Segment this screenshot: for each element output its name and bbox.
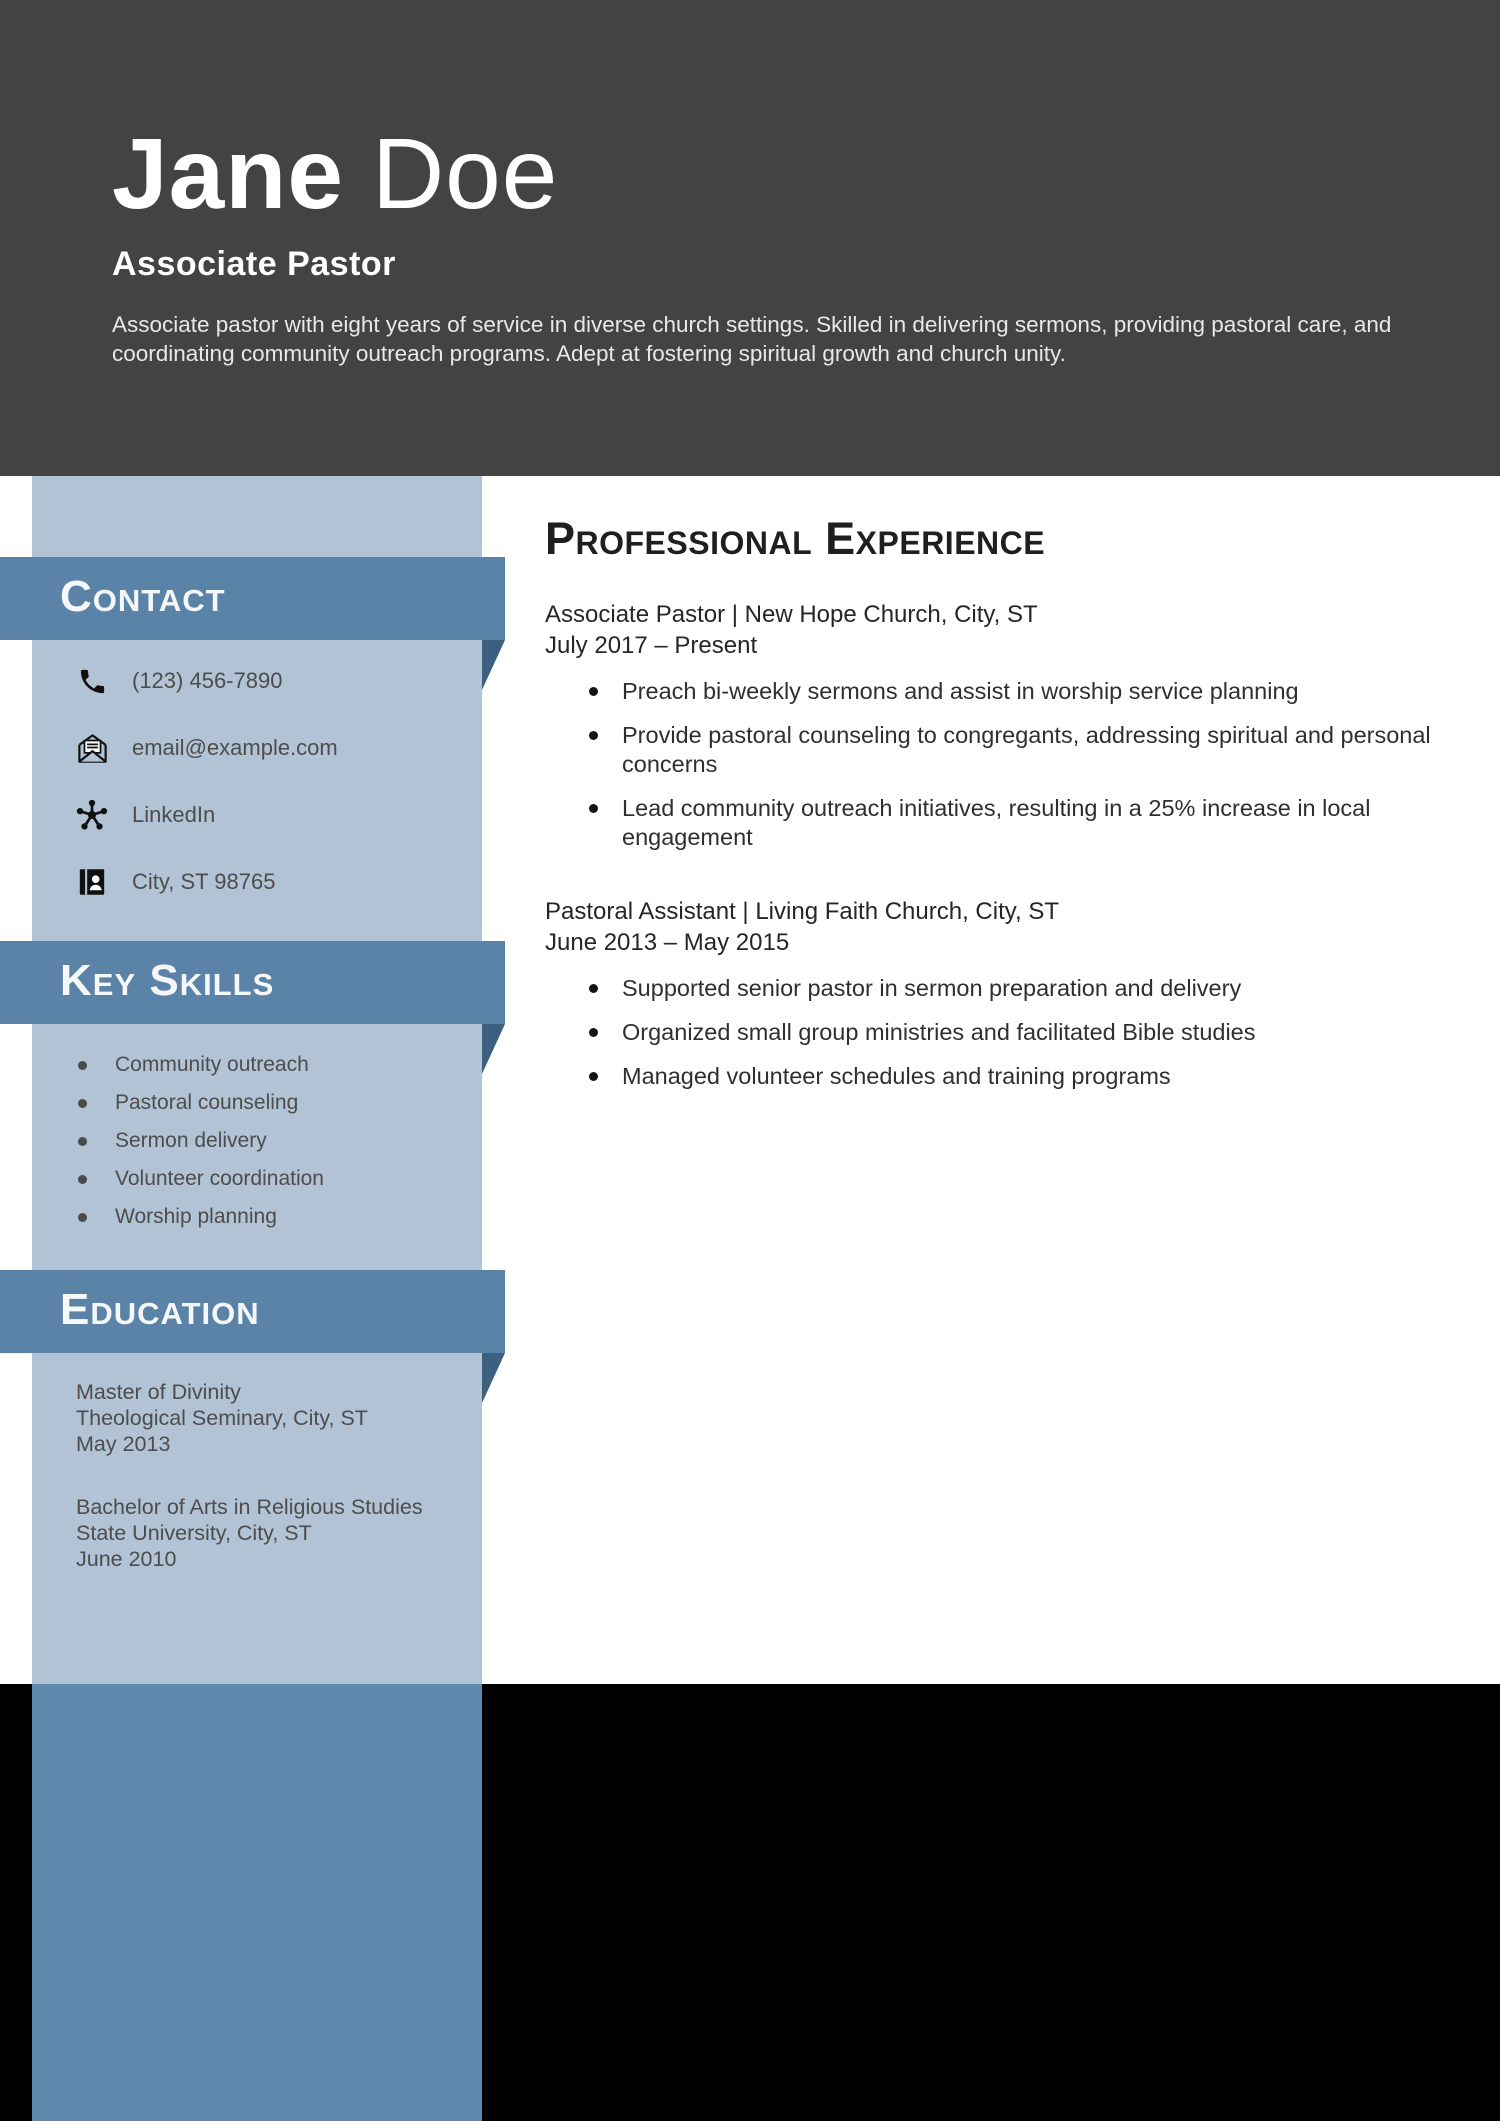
contact-item-phone — [74, 659, 338, 703]
job-bullet — [545, 721, 1435, 779]
last-name: Doe — [371, 118, 559, 230]
job-dates: July 2017 – Present — [545, 632, 758, 659]
education-entry — [76, 1379, 423, 1457]
bullet-icon — [589, 687, 598, 696]
job-title-line: Associate Pastor | New Hope Church, City, ST — [545, 601, 1038, 628]
education-section-banner — [0, 1270, 505, 1353]
professional-experience-heading: Professional Experience — [545, 513, 1046, 564]
skill-item — [74, 1198, 324, 1236]
job-dates: June 2013 – May 2015 — [545, 929, 790, 956]
bullet-text: Organized small group ministries and facilitated Bible studies — [622, 1019, 1256, 1045]
ribbon-fold — [482, 640, 505, 690]
contact-phone-text: (123) 456-7890 — [132, 668, 283, 693]
bullet-text: Supported senior pastor in sermon preparation and delivery — [622, 975, 1242, 1001]
graduation-date: June 2010 — [76, 1547, 177, 1571]
contact-email-text: email@example.com — [132, 735, 338, 760]
sidebar-bottom-column — [32, 1684, 482, 2121]
skill-text: Worship planning — [115, 1205, 277, 1228]
education-entry — [76, 1494, 423, 1572]
education-list — [76, 1379, 423, 1609]
main-content — [545, 514, 1485, 1106]
bullet-icon — [78, 1137, 87, 1146]
job-bullet — [545, 974, 1435, 1003]
contact-list — [74, 659, 338, 927]
contact-location-text: City, ST 98765 — [132, 869, 276, 894]
bullet-icon — [78, 1213, 87, 1222]
person-name — [112, 118, 1400, 230]
phone-icon — [74, 661, 110, 701]
email-icon — [74, 728, 110, 768]
bullet-icon — [589, 984, 598, 993]
bullet-icon — [589, 731, 598, 740]
skill-text: Volunteer coordination — [115, 1167, 324, 1190]
school: Theological Seminary, City, ST — [76, 1406, 368, 1430]
first-name: Jane — [112, 118, 344, 230]
job-bullet — [545, 1062, 1435, 1091]
summary-text: Associate pastor with eight years of service in diverse church settings. Skilled in delivering sermons, providing pastoral care, and coordinating community outreach programs. Adept at fostering spiritual growth and church unity. — [112, 312, 1392, 366]
ribbon-fold — [482, 1353, 505, 1403]
skill-item — [74, 1084, 324, 1122]
bullet-icon — [589, 1072, 598, 1081]
network-icon — [74, 795, 110, 835]
contact-item-location — [74, 860, 338, 904]
skill-text: Pastoral counseling — [115, 1091, 299, 1114]
key-skills-section-banner — [0, 941, 505, 1024]
education-heading: Education — [60, 1284, 260, 1334]
person-job-title: Associate Pastor — [112, 245, 396, 283]
skill-item — [74, 1160, 324, 1198]
skill-text: Sermon delivery — [115, 1129, 267, 1152]
contact-item-email — [74, 726, 338, 770]
key-skills-list — [74, 1046, 324, 1236]
job-bullet-list — [545, 677, 1435, 852]
contact-section-banner — [0, 557, 505, 640]
address-card-icon — [74, 862, 110, 902]
job-bullet — [545, 1018, 1435, 1047]
skill-item — [74, 1122, 324, 1160]
job-entry — [545, 896, 1485, 1091]
job-entry — [545, 599, 1485, 852]
job-bullet — [545, 794, 1435, 852]
contact-item-linkedin — [74, 793, 338, 837]
header — [0, 0, 1500, 476]
job-title-line: Pastoral Assistant | Living Faith Church, City, ST — [545, 898, 1059, 925]
bullet-text: Lead community outreach initiatives, resulting in a 25% increase in local engagement — [622, 795, 1371, 850]
bullet-text: Provide pastoral counseling to congregants, addressing spiritual and personal concerns — [622, 722, 1431, 777]
job-bullet — [545, 677, 1435, 706]
bullet-icon — [589, 1028, 598, 1037]
contact-linkedin-text: LinkedIn — [132, 802, 216, 827]
bullet-text: Preach bi-weekly sermons and assist in worship service planning — [622, 678, 1299, 704]
bullet-icon — [78, 1099, 87, 1108]
degree: Master of Divinity — [76, 1380, 241, 1404]
graduation-date: May 2013 — [76, 1432, 171, 1456]
bullet-icon — [78, 1175, 87, 1184]
skill-item — [74, 1046, 324, 1084]
ribbon-fold — [482, 1024, 505, 1074]
skill-text: Community outreach — [115, 1053, 309, 1076]
contact-heading: Contact — [60, 571, 226, 621]
bullet-icon — [78, 1061, 87, 1070]
job-bullet-list — [545, 974, 1435, 1091]
degree: Bachelor of Arts in Religious Studies — [76, 1495, 423, 1519]
bullet-text: Managed volunteer schedules and training programs — [622, 1063, 1171, 1089]
key-skills-heading: Key Skills — [60, 955, 275, 1005]
bullet-icon — [589, 804, 598, 813]
school: State University, City, ST — [76, 1521, 312, 1545]
